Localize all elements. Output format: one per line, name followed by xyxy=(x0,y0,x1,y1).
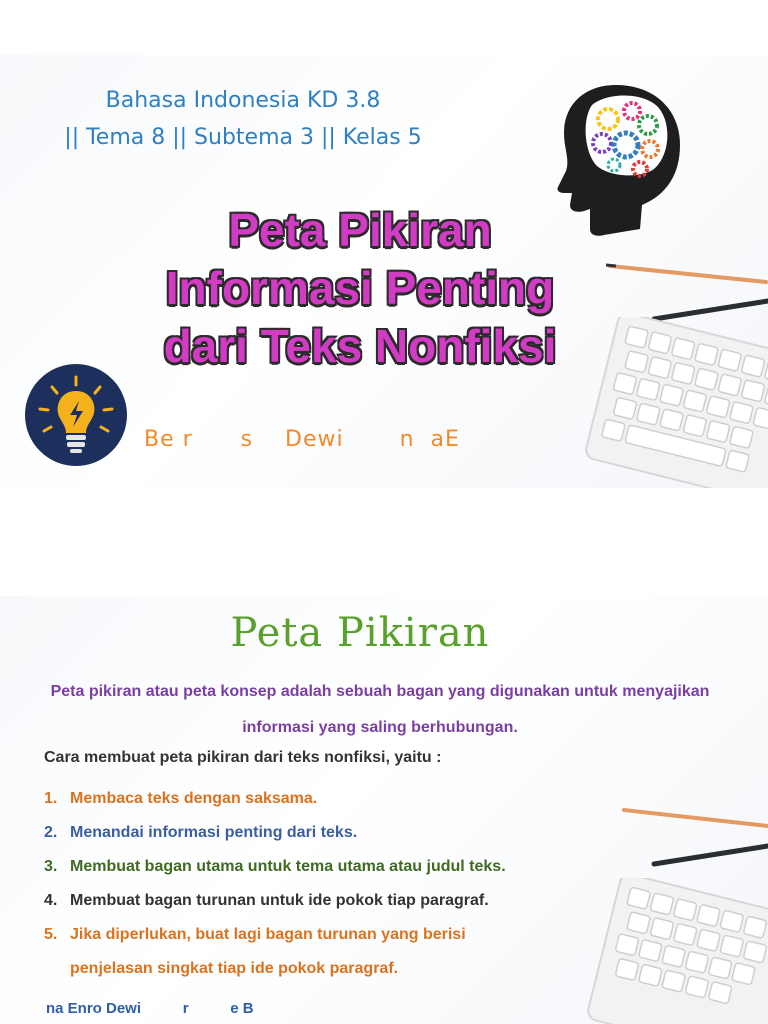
list-item xyxy=(44,918,550,986)
pencil-icon-2 xyxy=(650,840,768,868)
content-slide xyxy=(0,596,768,1024)
slide-title: Peta Pikiran xyxy=(230,610,490,656)
title-line-2: Informasi Penting xyxy=(165,262,555,314)
brain-gears-icon xyxy=(556,79,686,239)
step-number: 5. xyxy=(44,926,58,943)
list-item xyxy=(44,782,550,816)
pencil-icon xyxy=(620,806,768,832)
title-line-1: Peta Pikiran xyxy=(228,204,492,256)
footer-author: na Enro Dewi r e B xyxy=(46,1000,254,1017)
list-item xyxy=(44,850,550,884)
subject-line-2: || Tema 8 || Subtema 3 || Kelas 5 xyxy=(64,125,422,150)
pencil-icon xyxy=(606,260,768,290)
step-number: 3. xyxy=(44,858,58,875)
subject-line-1: Bahasa Indonesia KD 3.8 xyxy=(105,88,381,113)
author-line: Be r s Dewi n aE xyxy=(144,427,460,452)
list-item xyxy=(44,816,550,850)
lightbulb-icon xyxy=(24,363,128,467)
keyboard-icon xyxy=(585,878,768,1024)
list-item xyxy=(44,884,550,918)
step-number: 1. xyxy=(44,790,58,807)
steps-list xyxy=(44,782,550,986)
step-text: Membaca teks dengan saksama. xyxy=(70,790,318,807)
step-text: Membuat bagan utama untuk tema utama atau judul teks. xyxy=(70,858,506,875)
cover-slide xyxy=(0,55,768,488)
step-number: 4. xyxy=(44,892,58,909)
step-text: Membuat bagan turunan untuk ide pokok tiap paragraf. xyxy=(70,892,489,909)
definition-text: Peta pikiran atau peta konsep adalah sebuah bagan yang digunakan untuk menyajikan informasi yang saling berhubungan. xyxy=(50,683,710,736)
step-text: Jika diperlukan, buat lagi bagan turunan yang berisi penjelasan singkat tiap ide pokok paragraf. xyxy=(70,926,466,977)
intro-text: Cara membuat peta pikiran dari teks nonfiksi, yaitu : xyxy=(44,749,442,766)
title-line-3: dari Teks Nonfiksi xyxy=(163,320,557,372)
step-text: Menandai informasi penting dari teks. xyxy=(70,824,358,841)
keyboard-icon xyxy=(580,317,768,488)
step-number: 2. xyxy=(44,824,58,841)
